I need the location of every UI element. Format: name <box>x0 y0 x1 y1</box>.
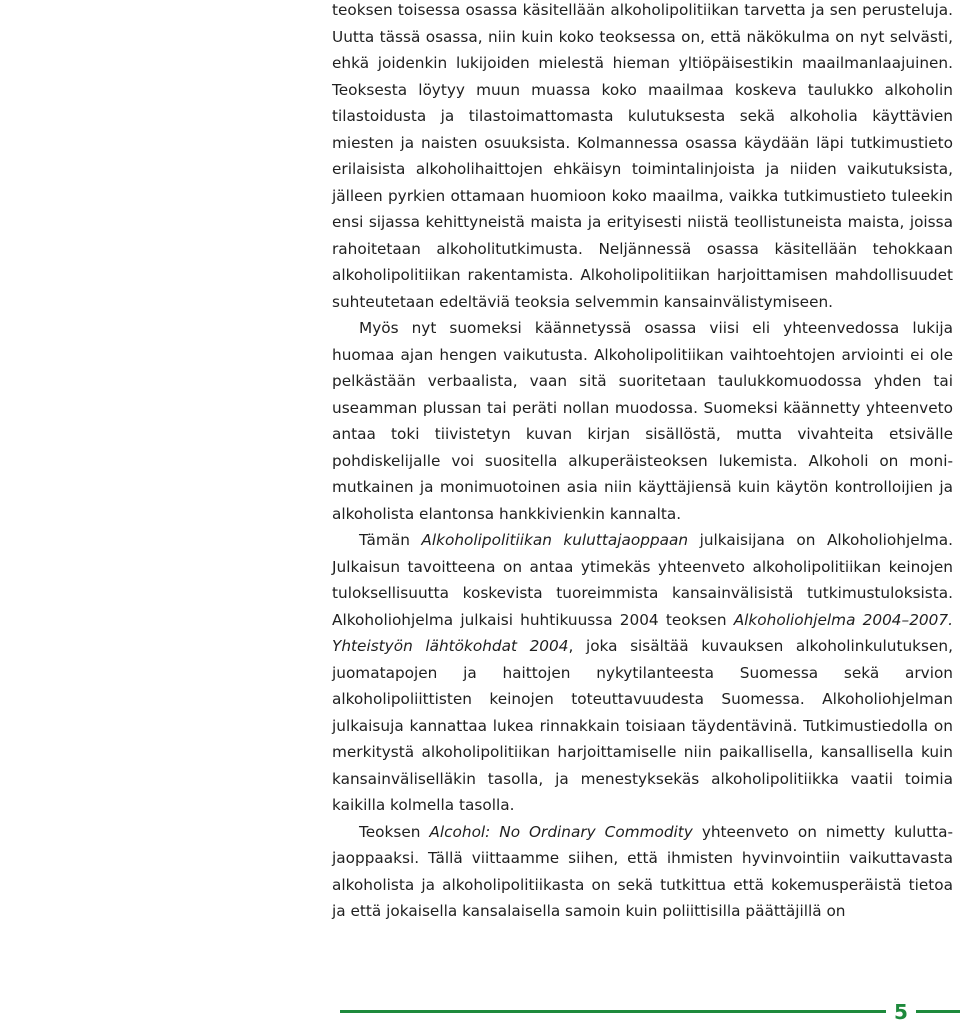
paragraph <box>332 315 953 527</box>
text-run: teoksen toisessa osassa käsitellään alkoholipolitiikan tarvetta ja sen perusteluja. Uutta tässä osassa, niin kuin koko teoksessa on, että näkökulma on nyt selvästi, ehkä joidenkin lukijoiden mielestä hieman yltiöpäisestikin maailmanlaajuinen. Teoksesta löytyy muun muassa koko maailmaa koskeva taulukko alkoholin tilastoidusta ja tilastoimattomasta kulutuksesta sekä alkoholia käyttävien miesten ja naisten osuuksista. Kolmannessa osassa käydään läpi tutkimustieto erilaisista alkoholihaittojen ehkäisyn toimintalinjoista ja niiden vaikutuksista, jälleen pyrkien ottamaan huomioon koko maailma, vaikka tutkimustieto tuleekin ensi sijassa kehittyneistä maista ja erityisesti niistä teollistuneista maista, joissa rahoitetaan alkoholitutkimusta. Neljännessä osassa käsitellään tehokkaan alkoholipolitiikan rakentamista. Alkoholipolitiikan harjoittamisen mahdollisuudet suhteutetaan edeltäviä teoksia selvemmin kansainvälistymiseen. <box>332 1 953 311</box>
page-footer <box>340 998 960 1028</box>
footer-rule <box>340 1010 910 1013</box>
text-run: Teoksen <box>359 822 430 841</box>
text-run: , joka sisältää kuvauksen alkoholinkulutuksen, juomatapojen ja haittojen nykytilanteesta Suomessa sekä arvion alkoholipoliittisten keinojen toteuttavuudesta Suomessa. Alkoholiohjelman julkaisuja kannattaa lukea rinnakkain toisiaan täydentävinä. Tutkimustiedolla on merkitystä alkoholipolitiikan harjoittamiselle niin paikallisella, kansallisella kuin kansainväliselläkin tasolla, ja menestyksekäs alkoholipolitiikka vaatii toimia kaikilla kolmella tasolla. <box>332 637 953 814</box>
text-run: Myös nyt suomeksi käännetyssä osassa viisi eli yhteenvedossa lukija huomaa ajan hengen vaikutusta. Alkoholipolitiikan vaihtoehtojen arviointi ei ole pelkästään verbaalista, vaan sitä suoritetaan taulukkomuodossa yhden tai useamman plussan tai peräti nollan muodossa. Suomeksi käännetty yhteenveto antaa toki tiivistetyn kuvan kirjan sisällöstä, mutta vivahteita etsivälle pohdiskelijalle voi suositella alkuperäisteoksen lukemista. Alkoholi on monimutkainen ja monimuotoinen asia niin käyttäjiensä kuin käytön kontrolloijien ja alkoholista elantonsa hankkivienkin kannalta. <box>332 319 953 523</box>
italic-title: Alcohol: No Ordinary Commodity <box>429 822 693 841</box>
italic-title: Alkoholipolitiikan kuluttajaoppaan <box>421 531 689 549</box>
footer-rule-end <box>916 1010 960 1013</box>
italic-title: Alkoholiohjelma 2004–2007. Yhteistyön lähtökohdat 2004 <box>332 610 953 655</box>
paragraph <box>332 819 953 925</box>
text-run: Tämän <box>359 531 422 549</box>
page-number: 5 <box>886 1000 916 1024</box>
text-run: yhteenveto on nimetty kuluttajaoppaaksi. Tällä viittaamme siihen, että ihmisten hyvinvointiin vaikuttavasta alkoholista ja alkoholipolitiikasta on sekä tutkittua että kokemusperäistä tietoa ja että jokaisella kansalaisella samoin kuin poliittisilla päättäjillä on <box>332 822 954 920</box>
text-run: julkaisijana on Alkoholiohjelma. Julkaisun tavoitteena on antaa ytimekäs yhteenveto alkoholipolitiikan keinojen tuloksellisuutta koskevista tuoreimmista kansainvälisistä tutkimustuloksista. Alkoholiohjelma julkaisi huhtikuussa 2004 teoksen <box>332 531 953 629</box>
paragraph <box>332 0 953 315</box>
paragraph <box>332 527 953 819</box>
body-text <box>332 0 953 925</box>
